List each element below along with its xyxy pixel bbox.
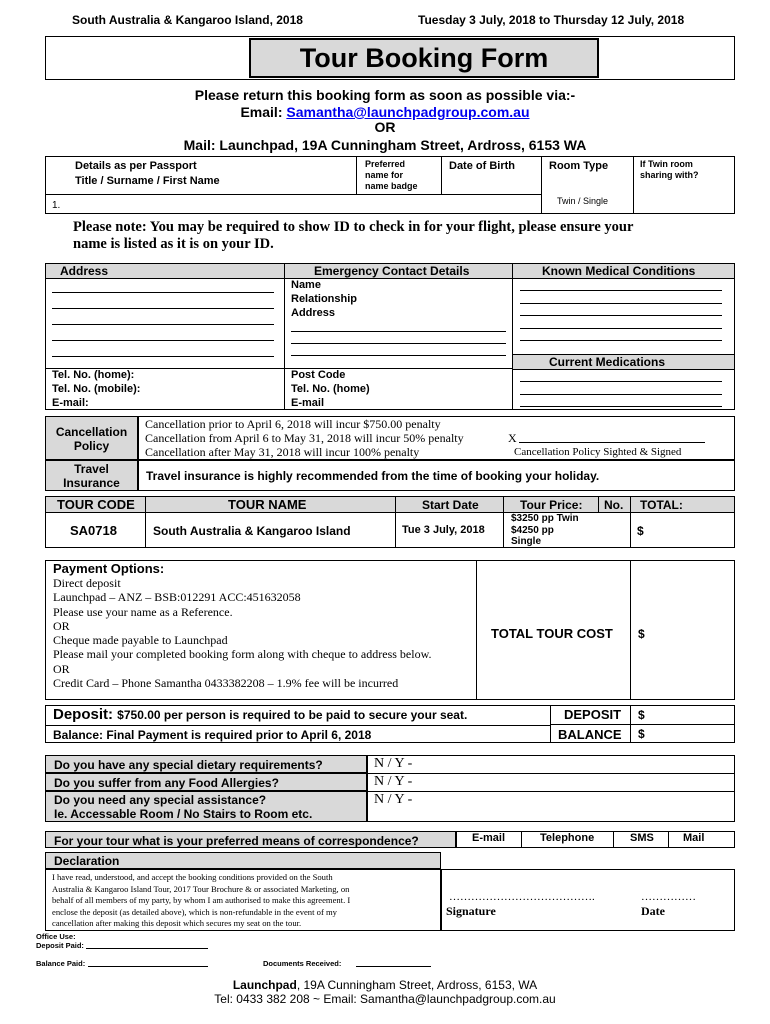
- footer-address-text: , 19A Cunningham Street, Ardross, 6153, WA: [296, 978, 538, 992]
- tour-code-header: TOUR CODE: [57, 497, 135, 512]
- documents-received-line[interactable]: [356, 966, 431, 967]
- cancellation-rule-3: Cancellation after May 31, 2018 will incur 100% penalty: [145, 445, 420, 459]
- medication-line[interactable]: [520, 381, 722, 382]
- cancellation-label: Cancellation: [55, 425, 128, 439]
- passport-header: Details as per Passport: [75, 160, 197, 172]
- travel-insurance-text: Travel insurance is highly recommended from the time of booking your holiday.: [146, 469, 600, 483]
- medications-header: Current Medications: [549, 355, 666, 369]
- balance-paid-line[interactable]: [88, 966, 208, 967]
- tel-mobile-label: Tel. No. (mobile):: [52, 383, 141, 395]
- header-location: South Australia & Kangaroo Island, 2018: [72, 13, 303, 27]
- name-header: Title / Surname / First Name: [75, 175, 220, 187]
- id-note-line1: Please note: You may be required to show ID to check in for your flight, please ensure your: [73, 219, 634, 235]
- footer-contact: Tel: 0433 382 208 ~ Email: Samantha@launchpadgroup.com.au: [214, 992, 556, 1006]
- correspondence-question-box: [45, 831, 456, 848]
- footer-address: [0, 978, 770, 992]
- emergency-address-line[interactable]: [291, 331, 506, 332]
- deposit-paid-label: Deposit Paid:: [36, 941, 84, 950]
- medical-line[interactable]: [520, 290, 722, 291]
- assistance-example: Ie. Accessable Room / No Stairs to Room etc.: [54, 807, 313, 821]
- address-header: Address: [60, 264, 109, 278]
- twin-sharing-header: If Twin room sharing with?: [640, 159, 699, 180]
- date-label: Date: [641, 904, 665, 918]
- post-code-label: Post Code: [291, 369, 346, 381]
- tour-code: SA0718: [70, 523, 117, 538]
- email-link[interactable]: Samantha@launchpadgroup.com.au: [286, 104, 530, 120]
- balance-amount-value[interactable]: $: [638, 727, 645, 741]
- address-line[interactable]: [52, 340, 274, 341]
- page-title: Tour Booking Form: [299, 43, 549, 73]
- address-line[interactable]: [52, 308, 274, 309]
- option-email[interactable]: E-mail: [472, 832, 506, 844]
- payment-options-list: Direct deposit Launchpad – ANZ – BSB:012291 ACC:451632058 Please use your name as a Reference. OR Cheque made payable to Launchpad Please mail your completed booking form along with cheque to address below. OR Credit Card – Phone Samantha 0433382208 – 1.9% fee will be incurred: [53, 576, 432, 691]
- signature-dots[interactable]: ………………………………….: [449, 891, 595, 903]
- room-type-header: Room Type: [549, 160, 609, 172]
- id-note-line2: name is listed as it is on your ID.: [73, 236, 274, 252]
- tour-price-header: Tour Price:: [520, 498, 583, 512]
- travel-label: Travel: [74, 462, 109, 476]
- answers-box: [367, 755, 735, 822]
- deposit-text: $750.00 per person is required to be paid to secure your seat.: [117, 708, 468, 722]
- allergy-question-box: [45, 773, 367, 791]
- declaration-title-box: [45, 852, 441, 869]
- emergency-relationship-label: Relationship: [291, 293, 358, 305]
- emergency-address-label: Address: [291, 307, 336, 319]
- header-dates: Tuesday 3 July, 2018 to Thursday 12 July, 2018: [418, 13, 685, 27]
- email-label: Email:: [240, 104, 287, 120]
- mail-address: Mail: Launchpad, 19A Cunningham Street, Ardross, 6153 WA: [183, 137, 587, 153]
- correspondence-question: For your tour what is your preferred means of correspondence?: [54, 834, 419, 848]
- tour-start-date: Tue 3 July, 2018: [402, 524, 485, 536]
- address-line[interactable]: [52, 292, 274, 293]
- emergency-tel-label: Tel. No. (home): [291, 383, 370, 395]
- emergency-name-label: Name: [291, 279, 321, 291]
- cancellation-label-box: [45, 416, 138, 460]
- policy-sighted-label: Cancellation Policy Sighted & Signed: [514, 446, 682, 458]
- title-box: [249, 38, 599, 78]
- dietary-question-box: [45, 755, 367, 773]
- email-line: [0, 104, 770, 120]
- number-header: No.: [604, 498, 624, 512]
- option-mail[interactable]: Mail: [683, 832, 705, 844]
- option-sms[interactable]: SMS: [630, 832, 654, 844]
- dietary-question: Do you have any special dietary requirements?: [54, 758, 323, 772]
- medical-line[interactable]: [520, 340, 722, 341]
- deposit-label: Deposit:: [53, 706, 113, 723]
- emergency-header: Emergency Contact Details: [314, 264, 470, 278]
- documents-received-label: Documents Received:: [263, 959, 342, 968]
- cancellation-rule-1: Cancellation prior to April 6, 2018 will incur $750.00 penalty: [145, 417, 441, 431]
- dob-header: Date of Birth: [449, 160, 515, 172]
- tour-total[interactable]: $: [637, 524, 644, 538]
- emergency-address-line[interactable]: [291, 343, 506, 344]
- cancellation-signature-line[interactable]: [519, 442, 705, 443]
- emergency-address-line[interactable]: [291, 355, 506, 356]
- signature-x: X: [508, 431, 517, 445]
- row-number: 1.: [52, 200, 61, 211]
- email-field-label: E-mail:: [52, 397, 89, 409]
- or-text: OR: [374, 119, 396, 135]
- tour-name: South Australia & Kangaroo Island: [153, 524, 351, 538]
- deposit-paid-line[interactable]: [86, 948, 208, 949]
- signature-label: Signature: [446, 904, 496, 918]
- assistance-question-box: [45, 791, 367, 822]
- total-tour-cost-value[interactable]: $: [638, 627, 645, 641]
- tel-home-label: Tel. No. (home):: [52, 369, 135, 381]
- option-telephone[interactable]: Telephone: [540, 832, 595, 844]
- start-date-header: Start Date: [422, 498, 479, 512]
- medical-line[interactable]: [520, 303, 722, 304]
- dietary-answer[interactable]: N / Y -: [374, 756, 413, 771]
- travel-label-box: [45, 460, 138, 491]
- deposit-line: [53, 706, 467, 723]
- declaration-title: Declaration: [54, 854, 120, 868]
- allergy-question: Do you suffer from any Food Allergies?: [54, 776, 279, 790]
- office-use-label: Office Use:: [36, 932, 76, 941]
- preferred-name-header: Preferred name for name badge: [365, 159, 418, 191]
- deposit-amount-label: DEPOSIT: [564, 707, 622, 722]
- tour-name-header: TOUR NAME: [228, 497, 307, 512]
- declaration-text: I have read, understood, and accept the booking conditions provided on the South Australia & Kangaroo Island Tour, 2017 Tour Brochure & or associated Marketing, on behalf of all members of my party, by whom I am authorised to make this agreement. I enclose the deposit (as detailed above), which is non-refundable in the event of my cancellation after making this deposit which secures my seat on the tour.: [52, 872, 351, 929]
- assistance-answer[interactable]: N / Y -: [374, 792, 413, 807]
- medical-line[interactable]: [520, 328, 722, 329]
- footer-brand: Launchpad: [232, 978, 297, 992]
- return-instructions: Please return this booking form as soon as possible via:-: [194, 87, 576, 103]
- emergency-email-label: E-mail: [291, 397, 325, 409]
- balance-text: Balance: Final Payment is required prior to April 6, 2018: [53, 728, 372, 742]
- assistance-question: Do you need any special assistance?: [54, 793, 267, 807]
- tour-prices: $3250 pp Twin $4250 pp Single: [511, 513, 579, 547]
- medical-line[interactable]: [520, 315, 722, 316]
- total-header: TOTAL:: [640, 498, 683, 512]
- deposit-amount-value[interactable]: $: [638, 708, 645, 722]
- allergy-answer[interactable]: N / Y -: [374, 774, 413, 789]
- twin-single-option[interactable]: Twin / Single: [557, 196, 609, 206]
- address-line[interactable]: [52, 324, 274, 325]
- medication-line[interactable]: [520, 406, 722, 407]
- cancellation-rule-2: Cancellation from April 6 to May 31, 2018 will incur 50% penalty: [145, 431, 464, 445]
- balance-amount-label: BALANCE: [558, 727, 622, 742]
- date-dots[interactable]: ……………: [641, 891, 696, 903]
- insurance-label: Insurance: [63, 476, 120, 490]
- medication-line[interactable]: [520, 394, 722, 395]
- address-line[interactable]: [52, 356, 274, 357]
- balance-paid-label: Balance Paid:: [36, 959, 86, 968]
- payment-title: Payment Options:: [53, 561, 165, 576]
- medical-header: Known Medical Conditions: [542, 264, 696, 278]
- total-tour-cost-label: TOTAL TOUR COST: [491, 626, 613, 641]
- policy-label: Policy: [73, 439, 110, 453]
- contact-table: [45, 263, 735, 410]
